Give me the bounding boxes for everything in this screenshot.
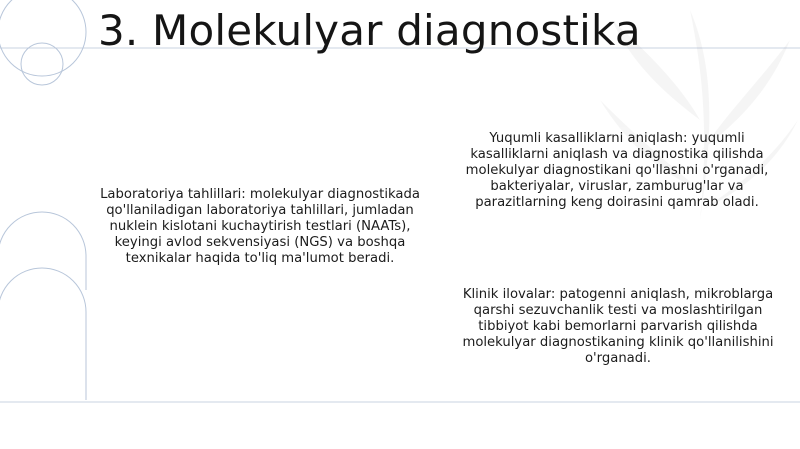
paragraph-clinical: Klinik ilovalar: patogenni aniqlash, mikroblarga qarshi sezuvchanlik testi va moslashtirilgan tibbiyot kabi bemorlarni parvarish qilishda molekulyar diagnostikaning klinik qo'llanilishini o'rganadi. xyxy=(462,287,774,366)
deco-arch-lower xyxy=(0,268,86,400)
deco-arch-upper xyxy=(0,212,86,290)
paragraph-infectious: Yuqumli kasalliklarni aniqlash: yuqumli kasalliklarni aniqlash va diagnostika qilishda molekulyar diagnostikani qo'llashni o'rganadi, bakteriyalar, viruslar, zamburug'lar va parazitlarning keng doirasini qamrab oladi. xyxy=(465,131,769,210)
slide-title: 3. Molekulyar diagnostika xyxy=(98,6,641,55)
deco-circle-small xyxy=(21,43,63,85)
deco-circle-large xyxy=(0,0,86,76)
paragraph-laboratory: Laboratoriya tahlillari: molekulyar diagnostikada qo'llaniladigan laboratoriya tahlillari, jumladan nuklein kislotani kuchaytirish testlari (NAATs), keyingi avlod sekvensiyasi (NGS) va boshqa texnikalar haqida to'liq ma'lumot beradi. xyxy=(100,187,420,266)
